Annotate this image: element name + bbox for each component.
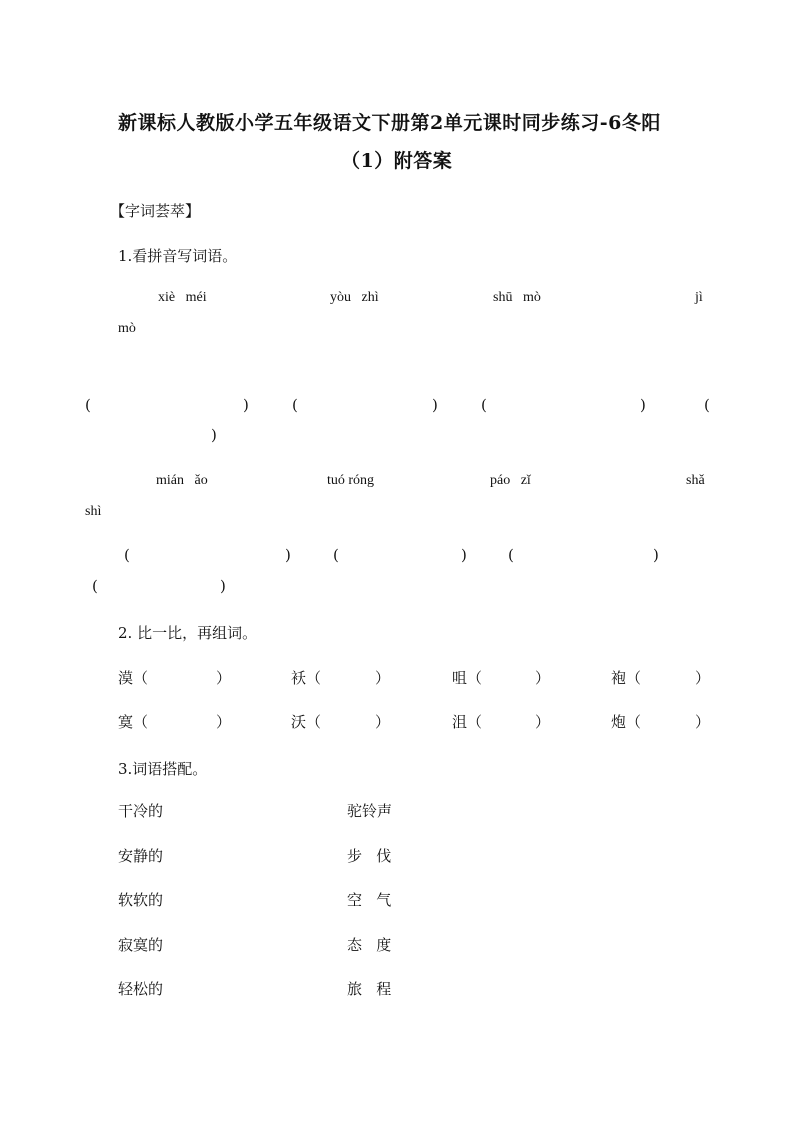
match-right-item: 步 伐: [347, 847, 392, 865]
compare-close-paren: ）: [216, 669, 232, 687]
compare-close-paren: ）: [535, 669, 551, 687]
answer-paren-open: (: [85, 396, 91, 414]
answer-paren-open: (: [481, 396, 487, 414]
section-heading: 【字词荟萃】: [110, 202, 201, 220]
compare-close-paren: ）: [375, 713, 391, 731]
compare-char-ju-chew: 咀（: [452, 669, 483, 687]
match-left-item: 轻松的: [118, 980, 164, 998]
compare-char-ao-jacket: 袄（: [291, 669, 322, 687]
match-right-item: 态 度: [347, 936, 392, 954]
match-left-item: 寂寞的: [118, 936, 164, 954]
compare-char-ju-dejected: 沮（: [452, 713, 483, 731]
answer-paren-open: (: [704, 396, 710, 414]
pinyin-mianao: mián ǎo: [156, 473, 208, 488]
question-1-prompt: 1.看拼音写词语。: [118, 247, 238, 265]
pinyin-mo: mò: [118, 321, 136, 336]
question-2-prompt: 2. 比一比，再组词。: [118, 624, 258, 642]
answer-paren-close: ): [461, 546, 467, 564]
pinyin-shumo: shū mò: [493, 290, 541, 305]
match-right-item: 旅 程: [347, 980, 392, 998]
answer-paren-open: (: [124, 546, 130, 564]
document-title-line-2: （1）附答案: [341, 150, 453, 172]
pinyin-ji: jì: [695, 290, 703, 305]
pinyin-shi: shì: [85, 504, 102, 519]
compare-char-wo-fertile: 沃（: [291, 713, 322, 731]
answer-paren-open: (: [92, 577, 98, 595]
compare-char-mo-desert: 漠（: [118, 669, 149, 687]
answer-paren-open: (: [508, 546, 514, 564]
pinyin-sha: shǎ: [686, 473, 705, 488]
answer-paren-close: ): [653, 546, 659, 564]
match-left-item: 安静的: [118, 847, 164, 865]
pinyin-xiemei: xiè méi: [158, 290, 207, 305]
answer-paren-close: ): [243, 396, 249, 414]
compare-char-pao-cannon: 炮（: [611, 713, 642, 731]
question-3-prompt: 3.词语搭配。: [118, 760, 208, 778]
compare-close-paren: ）: [695, 669, 711, 687]
match-right-item: 驼铃声: [347, 802, 393, 820]
compare-close-paren: ）: [535, 713, 551, 731]
compare-close-paren: ）: [375, 669, 391, 687]
answer-paren-open: (: [292, 396, 298, 414]
compare-close-paren: ）: [695, 713, 711, 731]
answer-paren-close: ): [220, 577, 226, 595]
compare-close-paren: ）: [216, 713, 232, 731]
answer-paren-close: ): [211, 426, 217, 444]
answer-paren-close: ): [640, 396, 646, 414]
match-left-item: 干冷的: [118, 802, 164, 820]
document-title-line-1: 新课标人教版小学五年级语文下册第2单元课时同步练习-6冬阳: [118, 112, 661, 134]
pinyin-youzhi: yòu zhì: [330, 290, 379, 305]
answer-paren-close: ): [432, 396, 438, 414]
match-left-item: 软软的: [118, 891, 164, 909]
match-right-item: 空 气: [347, 891, 392, 909]
pinyin-tuorong: tuó róng: [327, 473, 375, 488]
compare-char-pao-robe: 袍（: [611, 669, 642, 687]
compare-char-mo-lonely: 寞（: [118, 713, 149, 731]
pinyin-paozi: páo zǐ: [490, 473, 531, 488]
answer-paren-open: (: [333, 546, 339, 564]
answer-paren-close: ): [285, 546, 291, 564]
